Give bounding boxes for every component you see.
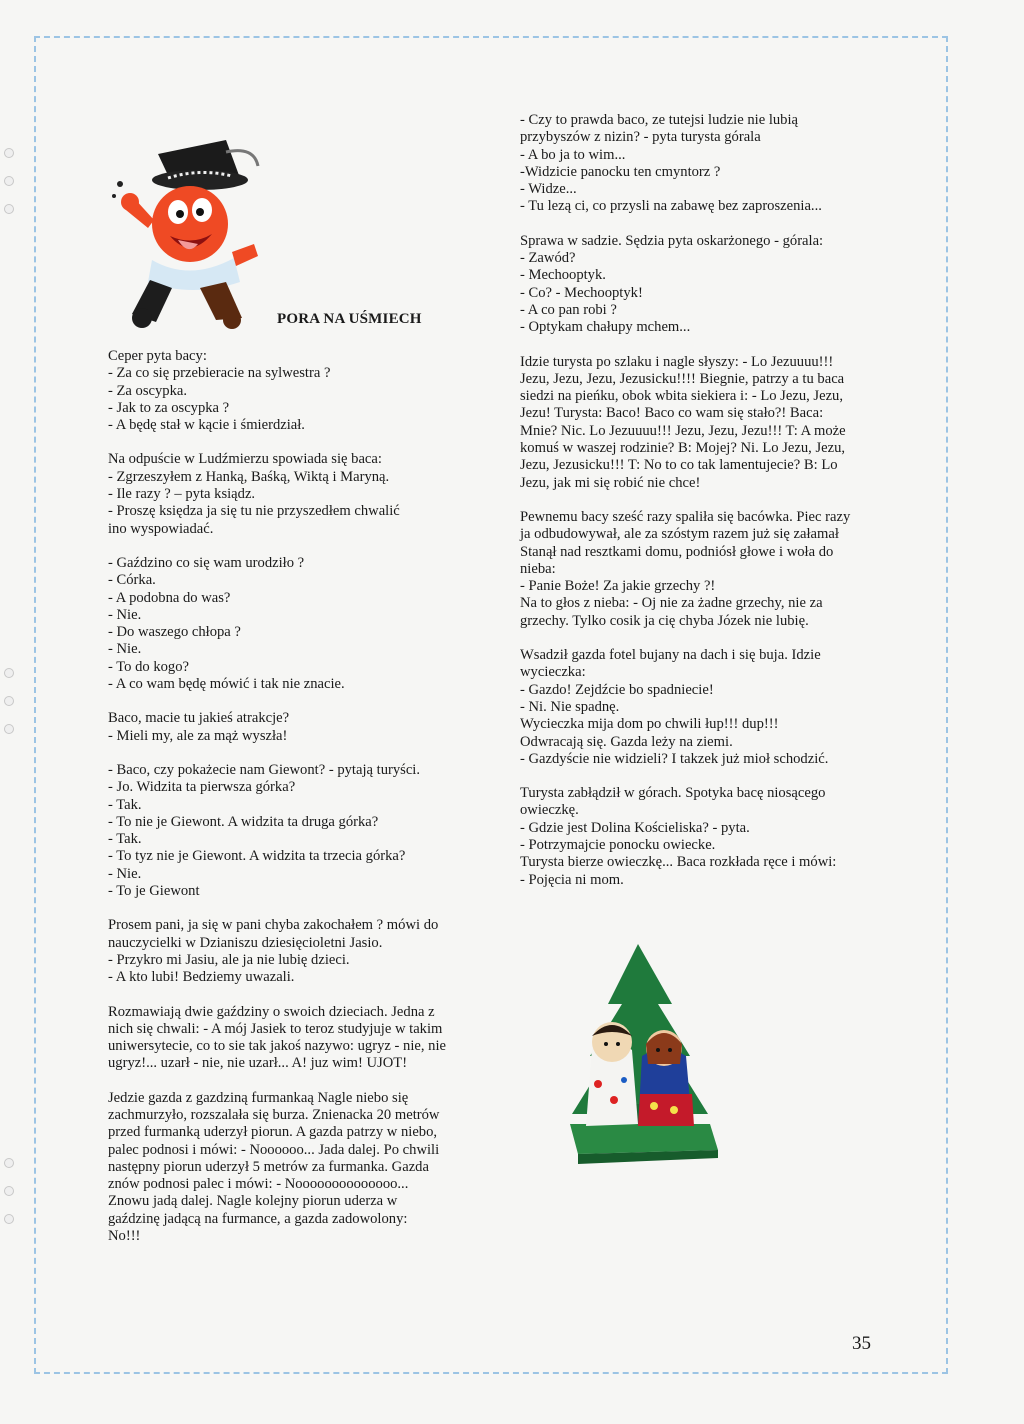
text-line: - To je Giewont [108,883,200,900]
text-line: wycieczka: [520,664,586,681]
text-line: - Gdzie jest Dolina Kościeliska? - pyta. [520,819,750,836]
text-line: Stanął nad resztkami domu, podniósł głowe i woła do [520,543,834,560]
binder-hole [4,724,14,734]
text-line: uniwersytecie, co to sie tak jakoś nazywo: ugryz - nie, nie [108,1038,446,1055]
right-column [520,112,860,906]
text-line: następny piorun uderzył 5 metrów za furmanka. Gazda [108,1158,429,1175]
text-line: - Optykam chałupy mchem... [520,319,691,336]
joke-paragraph [520,509,860,630]
text-line: - Tak. [108,796,142,813]
text-line: - To tyz nie je Giewont. A widzita ta trzecia górka? [108,848,406,865]
left-column [108,348,488,1262]
text-line: - Za oscypka. [108,382,188,399]
joke-paragraph [108,710,488,745]
text-line: - Pojęcia ni mom. [520,871,624,888]
text-line: - To do kogo? [108,658,189,675]
text-line: - Tak. [108,831,142,848]
text-line: ugryz!... uzarł - nie, nie uzarł... A! juz wim! UJOT! [108,1055,408,1072]
joke-paragraph [520,785,860,889]
text-line: - Potrzymajcie ponocku owiecke. [520,836,716,853]
text-line: - Nie. [108,641,142,658]
text-line: Jezu! Turysta: Baco! Baco co wam się stało?! Baca: [520,405,824,422]
text-line: - Za co się przebieracie na sylwestra ? [108,365,331,382]
text-line: - Gaździno co się wam urodziło ? [108,554,305,571]
text-line: - Gazdyście nie widzieli? I takzek już mioł schodzić. [520,750,829,767]
text-line: Jezu, jak mi się robić nie chce! [520,474,701,491]
text-line: Jezu, Jezu, Jezu, Jezusicku!!!! Biegnie, patrzy a tu baca [520,370,845,387]
page-title: PORA NA UŚMIECH [277,311,422,327]
binder-hole [4,176,14,186]
binder-hole [4,1158,14,1168]
text-line: - Proszę księdza ja się tu nie przyszedłem chwalić [108,503,400,520]
text-line: Na to głos z nieba: - Oj nie za żadne grzechy, nie za [520,595,823,612]
text-line: ja odbudowywał, ale za szóstym razem już się załamał [520,526,839,543]
text-line: - Zawód? [520,250,576,267]
text-line: - Co? - Mechooptyk! [520,284,643,301]
text-line: Jedzie gazda z gazdziną furmankaą Nagle niebo się [108,1089,409,1106]
text-line: Turysta zabłądził w górach. Spotyka bacę niosącego [520,785,826,802]
joke-paragraph [108,917,488,986]
text-line: Na odpuście w Ludźmierzu spowiada się baca: [108,451,382,468]
text-line: Wsadził gazda fotel bujany na dach i się buja. Idzie [520,647,821,664]
text-line: Mnie? Nic. Lo Jezuuuu!!! Jezu, Jezu, Jezu!!! T: A może [520,422,846,439]
text-line: - Jak to za oscypka ? [108,399,230,416]
text-line: Rozmawiają dwie gaździny o swoich dzieciach. Jedna z [108,1003,435,1020]
binder-holes-top [4,130,24,232]
text-line: Wycieczka mija dom po chwili łup!!! dup!!! [520,716,779,733]
text-line: siedzi na pieńku, obok wbita siekiera i: - Lo Jezu, Jezu, [520,388,843,405]
text-line: ino wyspowiadać. [108,520,214,537]
text-line: komuś w waszej rodzinie? B: Mojej? Ni. Lo Jezu, Jezu, [520,440,846,457]
text-line: - Zgrzeszyłem z Hanką, Baśką, Wiktą i Maryną. [108,468,390,485]
joke-paragraph [520,647,860,768]
joke-paragraph [108,451,488,537]
text-line: - Nie. [108,606,142,623]
joke-paragraph [108,348,488,434]
joke-paragraph [520,354,860,492]
text-line: Ceper pyta bacy: [108,348,207,364]
binder-hole [4,668,14,678]
text-line: Turysta bierze owieczkę... Baca rozkłada ręce i mówi: [520,854,837,871]
text-line: - A podobna do was? [108,589,231,606]
text-line: - Ile razy ? – pyta ksiądz. [108,486,256,503]
joke-paragraph [520,233,860,337]
text-line: - Tu lezą ci, co przysli na zabawę bez zaproszenia... [520,198,822,215]
text-line: grzechy. Tylko cosik ja cię chyba Józek nie lubię. [520,612,809,629]
text-line: zachmurzyło, rozszalała się burza. Znienacka 20 metrów [108,1106,440,1123]
text-line: - Przykro mi Jasiu, ale ja nie lubię dzieci. [108,951,350,968]
text-line: - Ni. Nie spadnę. [520,698,620,715]
page-number: 35 [852,1333,871,1354]
text-line: - Czy to prawda baco, ze tutejsi ludzie nie lubią [520,112,798,128]
joke-paragraph [108,555,488,693]
text-line: - Mieli my, ale za mąż wyszła! [108,727,288,744]
text-line: No!!! [108,1228,141,1245]
text-line: - Gazdo! Zejdźcie bo spadniecie! [520,681,714,698]
text-line: - A kto lubi! Bedziemy uwazali. [108,969,295,986]
text-line: - To nie je Giewont. A widzita ta druga górka? [108,813,379,830]
text-line: znów podnosi palec i mówi: - Noooooooooooooo... [108,1176,409,1193]
binder-hole [4,204,14,214]
text-line: Znowu jadą dalej. Nagle kolejny piorun uderza w [108,1193,398,1210]
text-line: - A bo ja to wim... [520,146,626,163]
text-line: - A co wam będę mówić i tak nie znacie. [108,676,345,693]
joke-paragraph [520,112,860,216]
text-line: palec podnosi i mówi: - Noooooo... Jada dalej. Po chwili [108,1141,440,1158]
text-line: przed furmanką uderzył piorun. A gazda patrzy w niebo, [108,1124,438,1141]
folk-couple-tree-illustration [568,944,718,1166]
text-line: nieba: [520,560,556,577]
text-line: Pewnemu bacy sześć razy spaliła się bacówka. Piec razy [520,508,851,525]
text-line: przybyszów z nizin? - pyta turysta górala [520,129,761,146]
text-line: - Nie. [108,865,142,882]
joke-paragraph [108,1004,488,1073]
joke-paragraph [108,762,488,900]
text-line: Jezu, Jezusicku!!! T: No to co tak lamentujecie? B: Lo [520,457,838,474]
joke-paragraph [108,1090,488,1246]
text-line: Odwracają się. Gazda leży na ziemi. [520,733,733,750]
text-line: - A co pan robi ? [520,301,617,318]
text-line: - Mechooptyk. [520,267,606,284]
text-line: Baco, macie tu jakieś atrakcje? [108,710,290,727]
text-line: - Panie Boże! Za jakie grzechy ?! [520,578,716,595]
text-line: - A będę stał w kącie i śmierdział. [108,417,305,434]
text-line: nauczycielki w Dzianiszu dziesięcioletni Jasio. [108,934,383,951]
text-line: - Córka. [108,572,156,589]
text-line: gaździnę jadącą na furmance, a gazda zadowolony: [108,1210,408,1227]
binder-holes-bottom [4,1140,24,1242]
text-line: - Baco, czy pokażecie nam Giewont? - pytają turyści. [108,761,421,778]
binder-hole [4,1186,14,1196]
binder-hole [4,696,14,706]
text-line: Idzie turysta po szlaku i nagle słyszy: - Lo Jezuuuu!!! [520,353,834,370]
text-line: - Jo. Widzita ta pierwsza górka? [108,779,296,796]
binder-holes-middle [4,650,24,752]
text-line: Prosem pani, ja się w pani chyba zakochałem ? mówi do [108,917,439,934]
text-line: - Widze... [520,181,577,198]
binder-hole [4,1214,14,1224]
text-line: -Widzicie panocku ten cmyntorz ? [520,163,721,180]
text-line: owieczkę. [520,802,579,819]
binder-hole [4,148,14,158]
text-line: - Do waszego chłopa ? [108,624,241,641]
text-line: Sprawa w sadzie. Sędzia pyta oskarżonego - górala: [520,232,824,249]
text-line: nich się chwali: - A mój Jasiek to teroz studyjuje w takim [108,1020,443,1037]
highlander-boy-illustration [108,132,268,332]
